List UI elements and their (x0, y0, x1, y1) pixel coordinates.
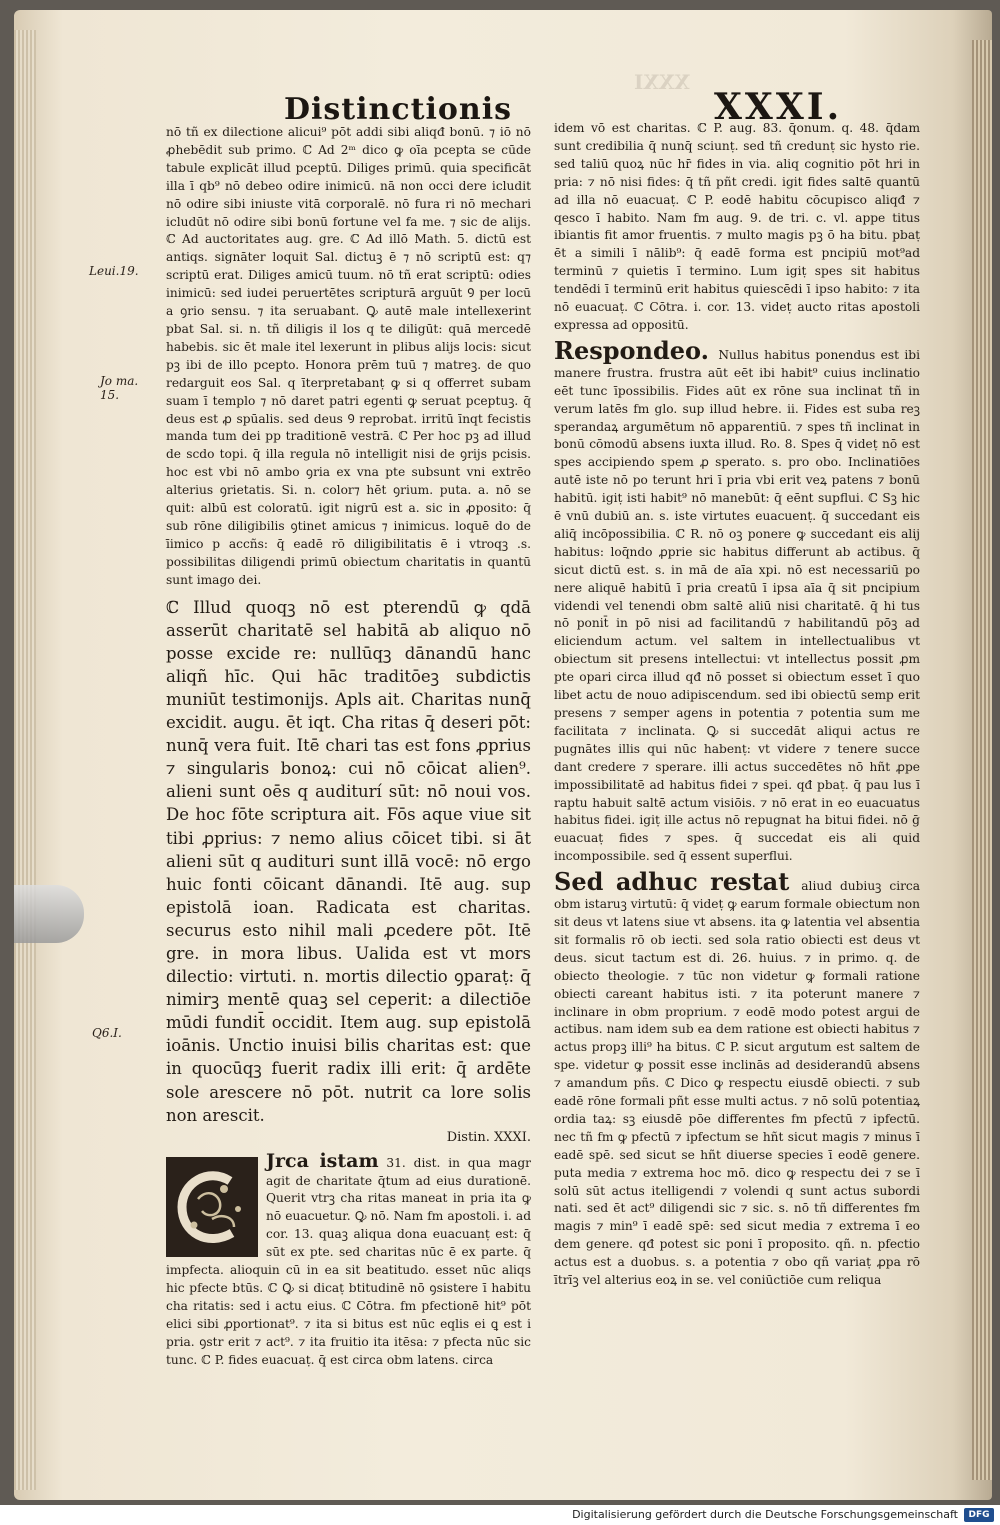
right-paragraph-1: idem vō est charitas. ℂ P. aug. 83. q̄onum. q. 48. q̄dam sunt credibilia q̄ nunq̄ sciunṭ. sed tñ credunṭ sic hysto rie. sed taliū quoꝝ nūc hr̄ fides in via. aliq cognitio pōt hri in pria: ⁊ nō nisi fides: q̄ tñ pñt credi. igit fides saltē quantū ad illa nō euacuaṭ. ℂ P. eodē habitu cōcupisco aliqđ ⁊ qesco ī habito. Nam fm aug. 9. de tri. c. vl. appe titus ibiantis fit amor fruentis. ⁊ multo magis pꝫ ō ha bitu. pbaṭ ēt a simili ī nālib⁹: q̄ eadē forma est pncipiū mot⁹ad terminū ⁊ quietis ī termino. Lum igiṭ spes sit habitus tendēdi ī terminū erit habitus quiescēdi ī ipso habito: ⁊ ita nō euacuaṭ. ℂ Cōtra. i. cor. 13. videṭ aucto ritas apostoli expressa ad oppositū. (554, 121, 920, 332)
left-column (166, 124, 531, 1370)
margin-note-jo-ma: Jo ma. 15. (100, 374, 139, 402)
folio-number: XXXI. (714, 86, 843, 128)
respondeo-body: Nullus habitus ponendus est ibi manere frustra. frustra aūt eēt ibi habit⁹ cuius inclinatio eēt tunc īpossibilis. Fides aūt ex rōne sua inclinat tñ in verum latēs fm glo. sup illud hebre. ii. Fides est suba reꝫ sperandaꝝ argumētum nō apparentiū. ⁊ spes tñ inclinat in bonū cōmodū absens iuxta illud. Ro. 8. Spes q̄ videṭ nō est spes accipiendo spem ꝓ sperato. s. pro obo. Inclinatiōes autē iste nō po terunt hri ī pria vbi erit veꝝ patens ⁊ bonū habitū. igiṭ isti habit⁹ nō manebūt: q̄ eēnt supflui. ℂ Sꝫ hic ē vnū dubiū an. s. iste virtutes euacuenṭ. q̄ succedant eis aliq̄ incōpossibilia. ℂ R. nō oꝫ ponere ꝙ succedant eis alij habitus: loq̄ndo ꝓprie sic habitus differunt ab actibus. q̄ sicut dictū est. s. in mā de aīa xpi. nō est necessariū po nere aliquē habitū ī pria creatū ī ipsa aīa q̄ sit pncipium videndi vel tenendi obm saltē aliū nisi charitatē. q̄ hi tus nō ponit̄ in pō nisi ad facilitandū ⁊ habilitandū pōꝫ ad eliciendum actum. vel saltem in intellectualibus vt obiectum sit presens intellectui: vt intellectus possit ꝓm pte opari circa illud qđ nō posset si obiectum esset ī quo libet actu de nouo adipiscendum. sed ibi obiectū semp erit presens ⁊ semper agens in potentia ⁊ potentia sum me facilitata ⁊ inclinata. Ꝙ si succedāt aliqui actus re pugnātes illis qui nūc habenṭ: vt videre ⁊ tenere succe dant credere ⁊ sperare. illi actus succedētes nō hñt ꝓpe impossibilitatē ad habitus fidei ⁊ spei. qđ pbaṭ. q̄ pau lus ī raptu habuit saltē actum visiōis. ⁊ nō erat in eo euacuatus habitus fidei. igiṭ ille actus nō repugnat ha bitui fidei. nō ḡ euacuaṭ fides ⁊ spes. q̄ succedat eis ali quid incompossibile. sed q̄ essent superflui. (554, 347, 920, 864)
sed-adhuc-heading: Sed adhuc restat (554, 867, 790, 897)
left-paragraph-1: nō tñ ex dilectione alicui⁹ pōt addi sibi aliqđ bonū. ⁊ iō nō ꝓhebēdit sub primo. ℂ Ad 2ᵐ dico ꝙ oīa pcepta se cūde tabule explicāt illud pceptū. Diliges primū. quia specificāt illa ī qb⁹ nō debeo odire inimicū. nā non occi dere icludit nō odire sibi iniuste vitā corporalē. nō fura ri nō mechari icludūt nō odire sibi bonū fortune vel fa me. ⁊ sic de alijs. ℂ Ad auctoritates aug. gre. ℂ Ad illō Math. 5. dictū est antiqs. signāter loquit Sal. dictuꝫ ē ⁊ nō scriptū est: q⁊ scriptū erat. Diliges amicū tuum. nō tñ erat scriptū: odies inimicū: sed iudei peruertētes scripturā arguūt Ꝯ per locū a ꝯrio sensu. ⁊ ita seruabant. Ꝙ autē male intellexerint pbat Sal. si. n. tñ diligis il los q te diligūt: quā mercedē habebis. sic ēt male itel lexerunt in plibus alijs locis: sicut pꝫ ibi de illo pcepto. Honora prēm tuū ⁊ matreꝫ. de quo redarguit eos Sal. q īterpretabanṭ ꝙ si q offerret subam suam ī templo ⁊ nō daret patri egenti ꝙ seruat pceptuꝫ. q̄ deus est ꝓ spūalis. sed deus Ꝯ reprobat. irritū īnqt fecistis manda tum dei pp traditionē vestrā. ℂ Per hoc pꝫ ad illud de scdo topi. q̄ illa regula nō intelligit nisi de ꝯrijs pcisis. hoc est vbi nō ambo ꝯria ex vna pte subsunt vni extrēo alterius ꝯrietatis. Si. n. color⁊ hēt ꝯrium. puta. a. nō se quit: albū est coloratū. igit nigrū est a. sic in ꝓposito: q̄ sub rōne diligibilis ꝯtinet amicus ⁊ inimicus. loquē do de īimico p accñs: q̄ eadē rō diligibilitatis ē i vtroqꝫ .s. possibilitas diligendi primū obiectum charitatis in quantū sunt imago dei. (166, 125, 531, 587)
page-stack-left-edge (14, 30, 36, 1490)
sed-adhuc-paragraph (554, 867, 921, 1290)
decorated-initial-c-icon (166, 1157, 258, 1257)
book-page (14, 10, 992, 1500)
right-column (554, 120, 920, 1290)
running-head: Distinctionis (284, 92, 512, 127)
page-stack-right-edge (972, 40, 992, 1480)
floral-initial-icon (168, 1159, 256, 1255)
question-block (166, 1149, 532, 1370)
funding-notice: Digitalisierung gefördert durch die Deutsche Forschungsgemeinschaft (572, 1508, 958, 1521)
book-clamp (14, 885, 84, 943)
distinction-label: Distin. XXXI. (446, 1129, 531, 1145)
digitization-footer (0, 1505, 1000, 1525)
margin-note-leui: Leui.19. (89, 264, 139, 278)
margin-note-q6: Q6.I. (92, 1026, 122, 1040)
sed-adhuc-body: aliud dubiuꝫ circa obm istaruꝫ virtutū: q̄ videṭ ꝙ earum formale obiectum non sit deus vt latens siue vt absens. ita ꝙ latentia vel absentia sit formalis rō ob iecti. sed sola ratio obiecti est deus vt deus. sicut tactum est di. 26. huius. ⁊ in primo. q. de obiecto theologie. ⁊ tūc non videtur ꝙ formali ratione obiecti careant habitus isti. ⁊ ita poterunt manere ⁊ inclinare in obm proprium. ⁊ eodē modo potest argui de actibus. nam idem sub ea dem ratione est obiecti habitus ⁊ actus propꝫ illi⁹ ha bitus. ℂ P. sicut argutum est saltem de spe. videtur ꝙ possit esse inclinās ad desiderandū absens ⁊ amandum pñs. ℂ Dico ꝙ respectu eiusdē obiecti. ⁊ sub eadē rōne formali pñt esse multi actus. ⁊ nō solū potentiaꝝ ordia taꝝ: sꝫ eiusdē pōe differentes fm pfectū ⁊ ipfectū. nec tñ fm ꝙ pfectū ⁊ ipfectum se hñt sicut magis ⁊ minus ī eadē spē. sed sicut se hñt diuerse species ī eodē genere. puta media ⁊ extrema hoc mō. dico ꝙ respectu dei ⁊ se ī solū sūt actus itelligendi ⁊ volendi q sunt actus subordi nati. sed ēt act⁹ diligendi sic ⁊ sic. s. nō tñ differentes fm magis ⁊ min⁹ ī eadē spē: sed sicut media ⁊ extrema ī eo dem genere. qđ potest sic poni ī proposito. qñ. n. pfectio actus est a duobus. s. a potentia ⁊ obo qñ variaṭ ꝓpa rō ītrīꝫ vel alterius eoꝝ in se. vel coniūctiōe cum reliqua (554, 879, 921, 1288)
dfg-logo-icon: DFG (964, 1508, 994, 1522)
incipit: Jrca istam (266, 1149, 379, 1172)
show-through-text: XXXI (634, 70, 690, 94)
question-body: 31. dist. in qua magr agit de charitate q̄tum ad eius durationē. Querit vtrꝫ cha ritas maneat in pria ita ꝙ nō euacuetur. Ꝙ nō. Nam fm apostoli. i. ad cor. 13. quaꝫ aliqua dona euacuanṭ est: q̄ sūt ex pte. sed charitas nūc ē ex parte. q̄ impfecta. alioquin cū in ea sit beatitudo. esset nūc aliqs hic pfecte btūs. ℂ Ꝙ si dicaṭ btitudinē nō ꝯsistere ī habitu cha ritatis: sed i actu eius. ℂ Cōtra. fm pfectionē hit⁹ pōt elici sibi ꝓportionat⁹. ⁊ ita si bitus est nūc eqlis ei ꝗ est i pria. ꝯstr erit ⁊ act⁹. ⁊ ita fruitio ita itēsa: ⁊ pfecta nūc sic tunc. ℂ P. fides euacuaṭ. q̄ est circa obm latens. circa (166, 1155, 532, 1367)
respondeo-paragraph (554, 335, 920, 866)
respondeo-heading: Respondeo. (554, 335, 709, 365)
left-paragraph-2: ℂ Illud quoqꝫ nō est pterendū ꝙ qdā asserūt charitatē sel habitā ab aliquo nō posse excide re: nullūqꝫ dānandū hanc aliqñ hīc. Qui hāc traditōeꝫ subdictis muniūt testimonijs. Apls ait. Charitas nunq̄ excidit. augu. ēt iqt. Cha ritas q̄ deseri pōt: nunq̄ vera fuit. Itē chari tas est fons ꝓprius ⁊ singularis bonoꝝ: cui nō cōicat alien⁹. alieni sunt oēs q auditurí sūt: nō noui vos. De hoc fōte scriptura ait. Fōs aque viue sit tibi ꝓprius: ⁊ nemo alius cōicet tibi. si āt alieni sūt q audituri sunt illā vocē: nō ergo huic fonti cōicant dānandi. Itē aug. sup epistolā ioan. Radicata est charitas. securus esto nihil mali ꝓcedere pōt. Itē gre. in mora libus. Ualida est vt mors dilectio: virtuti. n. mortis dilectio ꝯparaṭ: q̄ nimirꝫ mentē quaꝫ sel ceperit: a dilectiōe mūdi fundit̄ occidit. Item aug. sup epistolā ioānis. Unctio inuisi bilis charitas est: que in quocūqꝫ fuerit radix illi erit: q̄ ardēte sole arescere nō pōt. nutrit ca lore solis non arescit. (166, 597, 531, 1125)
